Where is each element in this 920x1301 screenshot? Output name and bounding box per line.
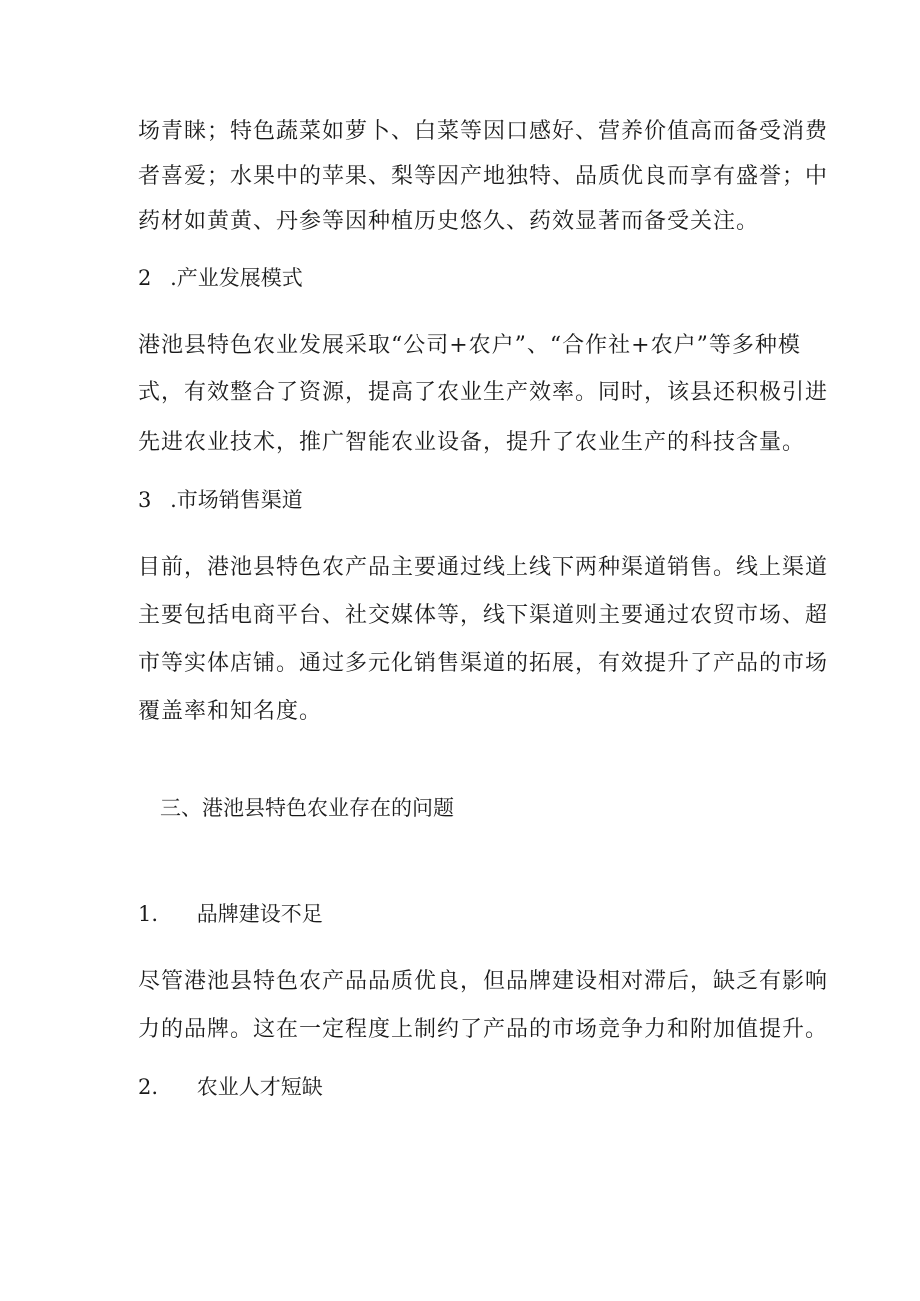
list-item-heading [138, 899, 323, 929]
list-item-number: 1. [138, 902, 159, 926]
subheading-sales-channels [138, 485, 303, 515]
list-item-title: 品牌建设不足 [196, 902, 323, 926]
subheading-title: .产业发展模式 [170, 266, 303, 290]
subheading-industry-model [138, 263, 303, 293]
subheading-number: 3 [138, 488, 152, 512]
paragraph-line: 式，有效整合了资源，提高了农业生产效率。同时，该县还积极引进 [138, 380, 829, 405]
list-item-heading [138, 1072, 323, 1102]
subheading-title: .市场销售渠道 [170, 488, 303, 512]
paragraph-line: 力的品牌。这在一定程度上制约了产品的市场竞争力和附加值提升。 [138, 1017, 829, 1042]
paragraph-line: 主要包括电商平台、社交媒体等，线下渠道则主要通过农贸市场、超 [138, 603, 829, 628]
paragraph-line: 尽管港池县特色农产品品质优良，但品牌建设相对滞后，缺乏有影响 [138, 969, 829, 994]
paragraph-line: 覆盖率和知名度。 [138, 699, 323, 724]
paragraph-line: 药材如黄黄、丹参等因种植历史悠久、药效显著而备受关注。 [138, 209, 760, 234]
subheading-number: 2 [138, 266, 152, 290]
paragraph-line: 者喜爱；水果中的苹果、梨等因产地独特、品质优良而享有盛誉；中 [138, 164, 829, 189]
paragraph-line: 港池县特色农业发展采取“公司+农户”、“合作社+农户”等多种模 [138, 333, 801, 358]
list-item-number: 2. [138, 1075, 159, 1099]
section-heading: 三、港池县特色农业存在的问题 [160, 796, 454, 820]
paragraph-line: 目前，港池县特色农产品主要通过线上线下两种渠道销售。线上渠道 [138, 555, 829, 580]
paragraph-line: 市等实体店铺。通过多元化销售渠道的拓展，有效提升了产品的市场 [138, 651, 829, 676]
paragraph-line: 先进农业技术，推广智能农业设备，提升了农业生产的科技含量。 [138, 430, 806, 455]
list-item-title: 农业人才短缺 [196, 1075, 323, 1099]
paragraph-line: 场青睐；特色蔬菜如萝卜、白菜等因口感好、营养价值高而备受消费 [138, 119, 829, 144]
